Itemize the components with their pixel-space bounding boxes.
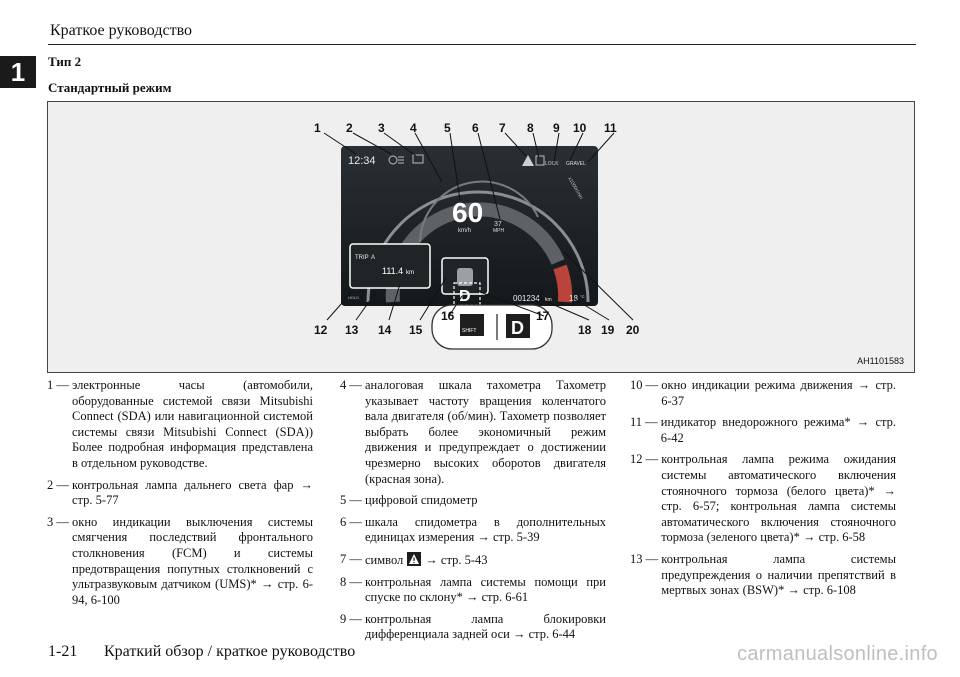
callout-14: 14 [378,323,392,337]
rear-lock-text: LOCK [545,161,559,167]
callout-4: 4 [410,121,417,135]
odometer-unit: km [545,297,552,303]
temperature-unit: °C [580,294,585,299]
callout-15: 15 [409,323,423,337]
legend-item: 13 — контрольная лампа системы предупреждения о наличии препятствий в мертвых зонах (BSW)* → стр. 6-108 [630,551,896,598]
legend-item: 4 — аналоговая шкала тахометра Тахометр указывает частоту вращения коленчатого вала двигателя (об/мин). Тахометр позволяет выбрать более экономичный режим движения и предупреждает о достижении чрезмерно высоких оборотов двигателя (красная зона). [340,378,606,486]
trip-value: 111.4 [382,266,404,276]
legend-item: 1 — электронные часы (автомобили, оборудованные системой связи Mitsubishi Connect (SDA) или навигационной системой системы связи Mitsubishi Connect (SDA)) Более подробная информация представлена в отдельном руководстве. [47,378,313,470]
drive-mode-text: GRAVEL [566,161,586,167]
legend-item: 5 — цифровой спидометр [340,493,478,508]
legend-item: 11 — индикатор внедорожного режима* → стр. 6-42 [630,415,896,445]
callout-5: 5 [444,121,451,135]
callout-13: 13 [345,323,359,337]
cluster-clock: 12:34 [348,155,376,167]
cluster-figure [47,101,915,373]
legend-item: 12 — контрольная лампа режима ожидания системы автоматического включения стояночного тормоза (белого цвета)* → стр. 6-57; контрольная лампа системы автоматического включения стояночного тормоза (зеленого цвета)* → стр. 6-58 [630,452,896,545]
mph-value: 37 [494,221,502,228]
odometer-value: 001234 [513,294,540,303]
footer-section: Краткий обзор / краткое руководство [104,643,356,660]
header-rule [48,44,916,45]
legend-item: 8 — контрольная лампа системы помощи при спуске по склону* → стр. 6-61 [340,574,606,605]
callout-6: 6 [472,121,479,135]
chapter-tab: 1 [0,56,36,88]
callout-16: 16 [441,309,455,323]
page-header-title: Краткое руководство [50,22,193,39]
watermark: carmanualsonline.info [737,643,938,665]
callout-10: 10 [573,121,587,135]
figure-code: AH1101583 [857,356,904,366]
legend-column-1 [47,378,313,614]
cluster-gear: D [459,288,471,305]
callout-12: 12 [314,323,328,337]
digital-speed: 60 [452,197,484,228]
legend-column-2 [340,378,606,649]
legend-item: 10 — окно индикации режима движения → стр. 6-37 [630,378,896,408]
page-number: 1-21 [48,643,78,660]
legend-column-3 [630,378,896,605]
hold-text: HOLD [348,295,360,300]
trip-unit: km [406,270,414,276]
callout-2: 2 [346,121,353,135]
tach-unit-label: x1000r/min [566,176,584,201]
callout-1: 1 [314,121,321,135]
callout-17: 17 [536,309,550,323]
callout-7: 7 [499,121,506,135]
warning-triangle-icon [407,552,421,566]
inset-gear-letter: D [511,318,524,338]
mph-unit: MPH [493,228,505,234]
callout-20: 20 [626,323,640,337]
trip-label: TRIP [355,255,369,261]
callout-19: 19 [601,323,615,337]
callout-3: 3 [378,121,385,135]
page-footer [48,643,355,661]
callout-8: 8 [527,121,534,135]
callout-18: 18 [578,323,592,337]
callout-9: 9 [553,121,560,135]
legend-item: 9 — контрольная лампа блокировки дифференциала задней оси → стр. 6-44 [340,611,606,642]
tachometer-redzone [560,267,565,302]
shift-symbol-label: SHIFT [462,328,477,334]
trip-letter: A [371,255,376,261]
outside-temperature: 18 [569,294,578,303]
mode-heading: Стандартный режим [48,80,172,95]
type-heading: Тип 2 [48,54,82,69]
callout-11: 11 [604,121,617,135]
legend-item: 7 — символ → стр. 5-43 [340,551,488,567]
legend-item: 3 — окно индикации выключения системы смягчения последствий фронтального столкновения (FCM) и системы предотвращения попутных столкновений с ультразвуковым датчиком (UMS)* → стр. 6-94, 6-100 [47,514,313,607]
speed-unit: km/h [458,228,472,234]
callout-numbers-top [314,121,617,135]
legend-item: 2 — контрольная лампа дальнего света фар → стр. 5-77 [47,477,313,508]
legend-item: 6 — шкала спидометра в дополнительных единицах измерения → стр. 5-39 [340,514,606,545]
